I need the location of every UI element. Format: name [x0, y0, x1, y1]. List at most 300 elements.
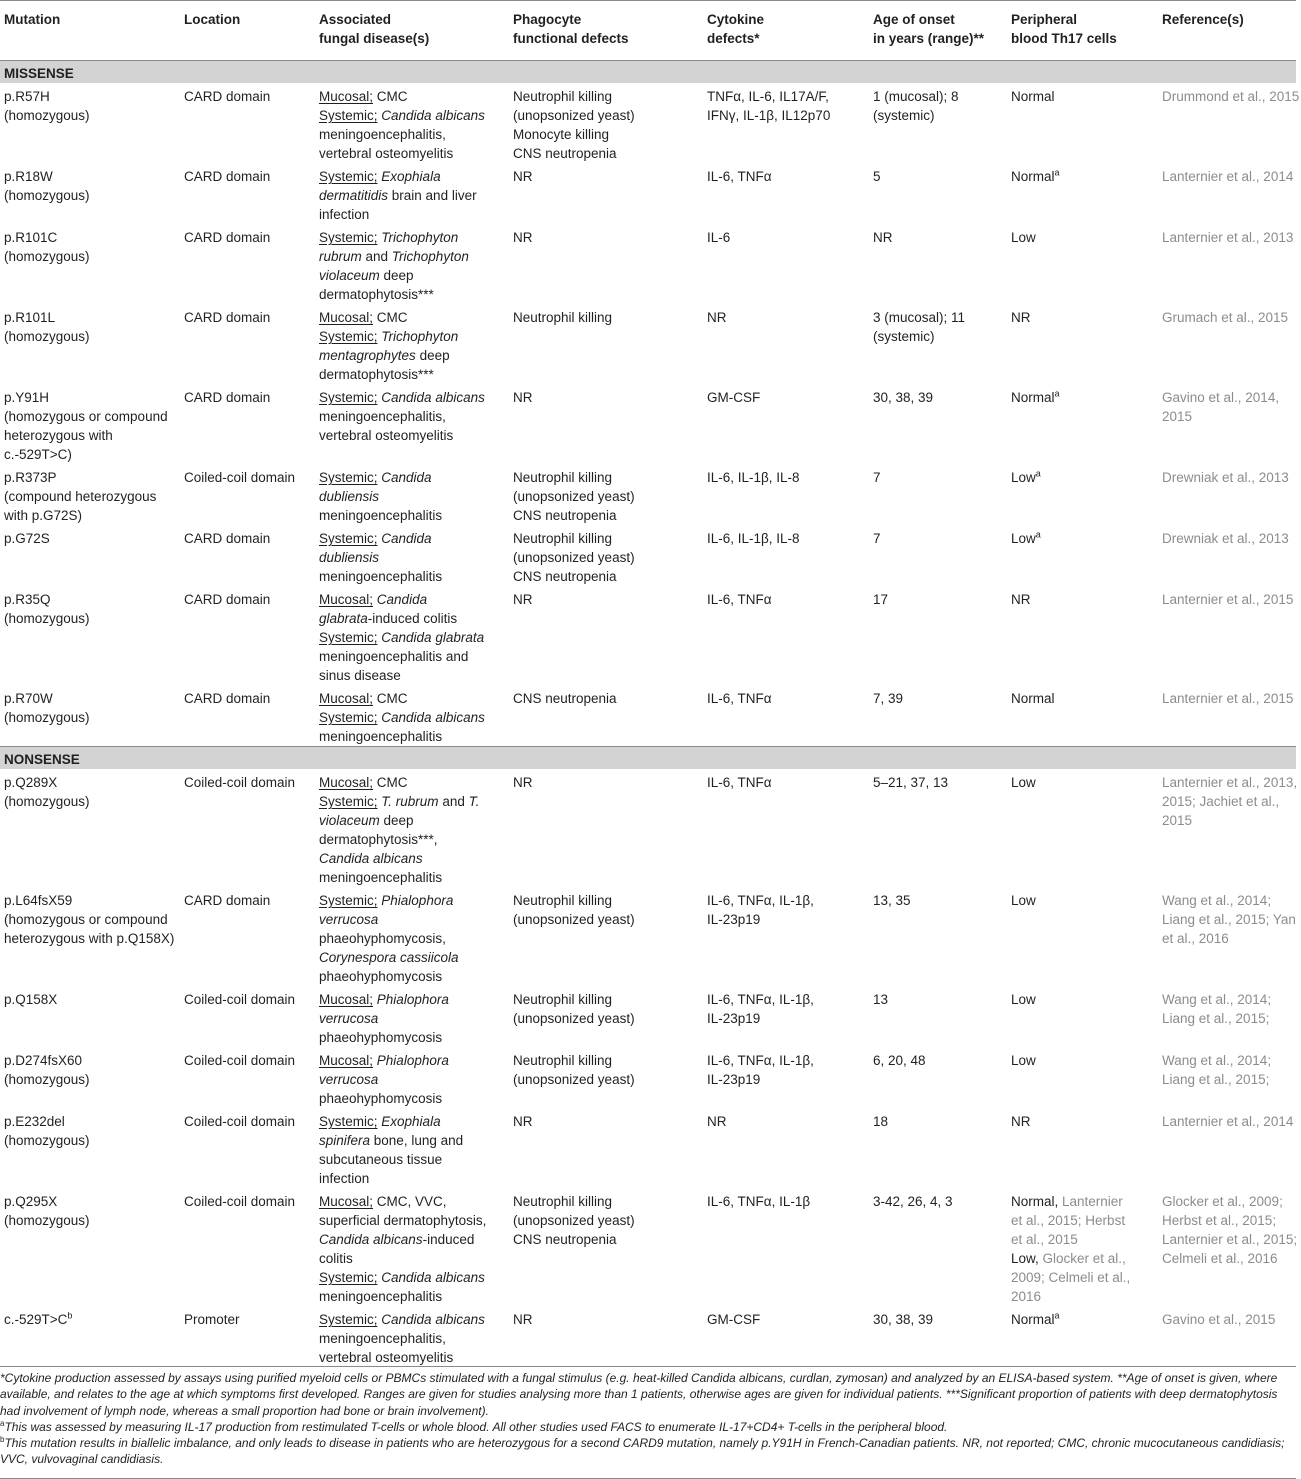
cell-disease-line [319, 1249, 505, 1268]
cell-th17 [1007, 83, 1158, 163]
mutation-text: p.R101C [4, 230, 58, 245]
disease-text: meningoencephalitis [319, 1289, 443, 1304]
cell-references-line: 2015; Jachiet et al., [1162, 794, 1280, 809]
cell-age [869, 986, 1007, 1047]
th17-footnote-mark: a [1054, 388, 1060, 399]
cell-cytokine-line: IL-6 [707, 230, 731, 245]
cell-references-line: Lanternier et al., 2014 [1162, 169, 1294, 184]
column-header-line: Location [184, 12, 241, 27]
column-header-line: blood Th17 cells [1011, 31, 1117, 46]
cell-mutation-line [4, 689, 176, 708]
th17-ref: et al., 2015 [1011, 1232, 1078, 1247]
disease-text: CMC [373, 89, 408, 104]
cell-location: CARD domain [184, 893, 271, 908]
cell-phagocyte-line: NR [513, 230, 533, 245]
cell-references-line: Lanternier et al., 2015; [1162, 1232, 1298, 1247]
disease-text: dermatophytosis*** [319, 287, 434, 302]
disease-text: meningoencephalitis, [319, 1331, 446, 1346]
disease-text: Trichophyton [381, 230, 459, 245]
mutation-text: p.R18W [4, 169, 53, 184]
cell-th17-line [1011, 1249, 1154, 1268]
cell-disease [315, 83, 509, 163]
cell-phagocyte-line: (unopsonized yeast) [513, 108, 635, 123]
cell-phagocyte [509, 1188, 703, 1306]
cell-disease-line [319, 1268, 505, 1287]
cell-age-line: 7 [873, 470, 881, 485]
th17-status: NR [1011, 1114, 1031, 1129]
cell-mutation [0, 525, 180, 586]
cell-location: Coiled-coil domain [184, 1053, 296, 1068]
cell-phagocyte [509, 685, 703, 747]
cell-mutation-line [4, 1192, 176, 1211]
cell-th17-line [1011, 228, 1154, 247]
cell-disease-line [319, 830, 505, 849]
th17-ref: Glocker et al., [1038, 1251, 1126, 1266]
mutation-text: p.Q158X [4, 992, 58, 1007]
cell-cytokine-line: IL-6, TNFα [707, 775, 772, 790]
cell-references-line: Gavino et al., 2014, [1162, 390, 1280, 405]
mutation-text: (homozygous) [4, 1213, 90, 1228]
disease-text: phaeohyphomycosis [319, 1030, 443, 1045]
cell-cytokine [703, 986, 869, 1047]
disease-site: Systemic; [319, 794, 378, 809]
disease-text: meningoencephalitis [319, 729, 443, 744]
cell-mutation-line [4, 590, 176, 609]
cell-age [869, 464, 1007, 525]
cell-references-line: Drewniak et al., 2013 [1162, 470, 1289, 485]
cell-mutation-line [4, 167, 176, 186]
cell-disease-line [319, 327, 505, 346]
cell-phagocyte-line: NR [513, 1312, 533, 1327]
cell-mutation-line [4, 1112, 176, 1131]
cell-th17 [1007, 769, 1158, 887]
cell-age-line: 3-42, 26, 4, 3 [873, 1194, 953, 1209]
cell-references-line: Liang et al., 2015; [1162, 1072, 1270, 1087]
table-row [0, 83, 1296, 163]
th17-footnote-mark: a [1035, 468, 1041, 479]
table-row [0, 887, 1296, 986]
cell-cytokine [703, 83, 869, 163]
cell-cytokine-line: IL-6, TNFα, IL-1β, [707, 893, 814, 908]
cell-phagocyte-line: Monocyte killing [513, 127, 610, 142]
cell-phagocyte-line: (unopsonized yeast) [513, 489, 635, 504]
cell-th17-line [1011, 891, 1154, 910]
disease-text: glabrata-induced colitis [319, 611, 458, 626]
column-header [509, 1, 703, 61]
disease-text: Candida [381, 470, 432, 485]
cell-phagocyte-line: Neutrophil killing [513, 1194, 613, 1209]
cell-phagocyte-line: Neutrophil killing [513, 893, 613, 908]
cell-mutation [0, 887, 180, 986]
cell-references-line: Glocker et al., 2009; [1162, 1194, 1283, 1209]
cell-cytokine-line: TNFα, IL-6, IL17A/F, [707, 89, 829, 104]
cell-cytokine [703, 769, 869, 887]
mutation-text: (homozygous) [4, 249, 90, 264]
cell-cytokine-line: IL-23p19 [707, 912, 761, 927]
cell-cytokine-line: NR [707, 1114, 727, 1129]
th17-status: Low [1011, 893, 1036, 908]
cell-age [869, 887, 1007, 986]
cell-phagocyte-line: Neutrophil killing [513, 531, 613, 546]
disease-text: CMC, VVC, [373, 1194, 447, 1209]
cell-mutation-line [4, 87, 176, 106]
mutation-text: p.L64fsX59 [4, 893, 73, 908]
mutation-text: (homozygous or compound [4, 409, 168, 424]
cell-cytokine [703, 464, 869, 525]
disease-text: Exophiala [381, 1114, 441, 1129]
cell-disease-line [319, 247, 505, 266]
cell-location: Coiled-coil domain [184, 1194, 296, 1209]
cell-references-line: Celmeli et al., 2016 [1162, 1251, 1278, 1266]
cell-th17 [1007, 1047, 1158, 1108]
disease-site: Systemic; [319, 893, 378, 908]
disease-text: dubliensis [319, 550, 380, 565]
mutation-text: p.Q289X [4, 775, 58, 790]
cell-references [1158, 685, 1296, 747]
cell-references [1158, 1047, 1296, 1108]
column-header-line: Associated [319, 12, 392, 27]
mutation-text: heterozygous with p.Q158X) [4, 931, 175, 946]
disease-site: Systemic; [319, 1312, 378, 1327]
cell-references-line: Liang et al., 2015; [1162, 1011, 1270, 1026]
cell-disease-line [319, 125, 505, 144]
cell-references [1158, 1188, 1296, 1306]
cell-disease-line [319, 1310, 505, 1329]
cell-cytokine-line: GM-CSF [707, 1312, 761, 1327]
cell-th17 [1007, 1108, 1158, 1188]
cell-age [869, 1188, 1007, 1306]
cell-phagocyte [509, 586, 703, 685]
mutation-text: (homozygous) [4, 329, 90, 344]
disease-text: meningoencephalitis, [319, 127, 446, 142]
cell-th17 [1007, 887, 1158, 986]
mutation-text: (homozygous) [4, 108, 90, 123]
mutation-text: p.D274fsX60 [4, 1053, 83, 1068]
mutation-text: (homozygous) [4, 1072, 90, 1087]
cell-references [1158, 304, 1296, 384]
cell-cytokine [703, 1306, 869, 1367]
disease-text: meningoencephalitis and [319, 649, 469, 664]
cell-disease-line [319, 811, 505, 830]
cell-disease [315, 1306, 509, 1367]
cell-references [1158, 1108, 1296, 1188]
cell-phagocyte [509, 384, 703, 464]
cell-cytokine [703, 525, 869, 586]
cell-mutation-line [4, 891, 176, 910]
disease-text: dermatophytosis***, [319, 832, 438, 847]
disease-text: verrucosa [319, 1072, 379, 1087]
header-row [0, 1, 1296, 61]
footnote-a [0, 1419, 1296, 1435]
cell-age-line: 6, 20, 48 [873, 1053, 926, 1068]
cell-th17-line [1011, 1310, 1154, 1329]
table-row [0, 163, 1296, 224]
cell-disease-line [319, 708, 505, 727]
cell-mutation-line [4, 247, 176, 266]
cell-location: CARD domain [184, 89, 271, 104]
cell-th17-line [1011, 468, 1154, 487]
cell-references-line: Lanternier et al., 2014 [1162, 1114, 1294, 1129]
cell-disease-line [319, 426, 505, 445]
cell-disease-line [319, 1089, 505, 1108]
cell-disease-line [319, 346, 505, 365]
cell-phagocyte [509, 163, 703, 224]
cell-mutation-line [4, 228, 176, 247]
cell-th17 [1007, 304, 1158, 384]
disease-text: rubrum and Trichophyton [319, 249, 469, 264]
mutation-text: (homozygous) [4, 188, 90, 203]
disease-text: dermatophytosis*** [319, 367, 434, 382]
disease-text: superficial dermatophytosis, [319, 1213, 487, 1228]
disease-text: Phialophora [376, 992, 449, 1007]
cell-mutation [0, 224, 180, 304]
cell-disease-line [319, 365, 505, 384]
disease-text: phaeohyphomycosis [319, 969, 443, 984]
cell-disease-line [319, 727, 505, 746]
cell-age-line: 7 [873, 531, 881, 546]
cell-location: CARD domain [184, 691, 271, 706]
cell-disease [315, 887, 509, 986]
cell-mutation-line [4, 1310, 176, 1329]
disease-text: Candida albicans [319, 851, 423, 866]
cell-age-line: 5 [873, 169, 881, 184]
cell-references-line: Liang et al., 2015; Yan [1162, 912, 1296, 927]
cell-th17-line [1011, 1051, 1154, 1070]
cell-phagocyte [509, 1306, 703, 1367]
th17-ref: et al., 2015; Herbst [1011, 1213, 1126, 1228]
cell-mutation [0, 1047, 180, 1108]
disease-text: dermatitidis brain and liver [319, 188, 477, 203]
cell-disease-line [319, 689, 505, 708]
cell-mutation-line [4, 388, 176, 407]
table-row [0, 1108, 1296, 1188]
cell-cytokine-line: IL-23p19 [707, 1072, 761, 1087]
cell-phagocyte-line: NR [513, 1114, 533, 1129]
cell-th17 [1007, 384, 1158, 464]
footnote-star: *Cytokine production assessed by assays using purified myeloid cells or PBMCs stimulated with a fungal stimulus (e.g. heat-killed Candida albicans, curdlan, zymosan) and analyzed by an ELISA-based system. **Age of onset is given, where available, and relates to the age at which symptoms first developed. Ranges are given for studies analysing more than 1 patients, otherwise ages are given for individual patients. ***Significant proportion of patients with deep dermatophytosis had involvement of lymph node, whereas a small proportion had bone or brain involvement). [0, 1371, 1278, 1418]
cell-location: CARD domain [184, 169, 271, 184]
cell-disease [315, 304, 509, 384]
disease-text: meningoencephalitis, [319, 409, 446, 424]
disease-site: Mucosal; [319, 1053, 374, 1068]
cell-mutation [0, 384, 180, 464]
cell-age-line: 5–21, 37, 13 [873, 775, 949, 790]
cell-references [1158, 586, 1296, 685]
disease-text: meningoencephalitis [319, 508, 443, 523]
mutation-text: (homozygous) [4, 1133, 90, 1148]
table-row [0, 685, 1296, 747]
cell-disease-line [319, 567, 505, 586]
cell-mutation-line [4, 468, 176, 487]
cell-age [869, 304, 1007, 384]
column-header [315, 1, 509, 61]
table-row [0, 586, 1296, 685]
mutation-text: p.R70W [4, 691, 53, 706]
column-header-line: functional defects [513, 31, 629, 46]
cell-disease [315, 1188, 509, 1306]
th17-status: Normal [1011, 691, 1055, 706]
cell-references-line: Grumach et al., 2015 [1162, 310, 1289, 325]
cell-mutation [0, 304, 180, 384]
section-label-missense: MISSENSE [0, 61, 1296, 84]
cell-disease-line [319, 388, 505, 407]
column-header-line: Phagocyte [513, 12, 582, 27]
disease-text: violaceum deep [319, 268, 414, 283]
mutation-text: (homozygous) [4, 794, 90, 809]
table-row [0, 1306, 1296, 1367]
mutation-text: with p.G72S) [4, 508, 83, 523]
cell-age-line: 13 [873, 992, 889, 1007]
disease-text: verrucosa [319, 912, 379, 927]
disease-site: Systemic; [319, 108, 378, 123]
cell-disease-line [319, 1287, 505, 1306]
cell-phagocyte [509, 83, 703, 163]
th17-ref: 2009; Celmeli et al., [1011, 1270, 1131, 1285]
cell-disease [315, 586, 509, 685]
cell-references [1158, 525, 1296, 586]
cell-location: CARD domain [184, 592, 271, 607]
cell-phagocyte-line: (unopsonized yeast) [513, 550, 635, 565]
cell-disease-line [319, 910, 505, 929]
disease-text: Candida albicans [381, 710, 485, 725]
cell-age [869, 1108, 1007, 1188]
disease-text: Phialophora [376, 1053, 449, 1068]
cell-cytokine [703, 685, 869, 747]
mutation-text: (homozygous or compound [4, 912, 168, 927]
cell-disease-line [319, 285, 505, 304]
mutation-text: p.Q295X [4, 1194, 58, 1209]
disease-text: meningoencephalitis [319, 870, 443, 885]
cell-disease-line [319, 609, 505, 628]
column-header [703, 1, 869, 61]
cell-references [1158, 464, 1296, 525]
th17-status: Normal [1011, 390, 1055, 405]
disease-site: Systemic; [319, 630, 378, 645]
cell-age [869, 83, 1007, 163]
cell-cytokine-line: IL-6, TNFα [707, 691, 772, 706]
disease-text: Candida albicans-induced [319, 1232, 475, 1247]
table-row [0, 224, 1296, 304]
cell-mutation-line [4, 708, 176, 727]
cell-disease-line [319, 1211, 505, 1230]
cell-location: Coiled-coil domain [184, 470, 296, 485]
cell-cytokine [703, 586, 869, 685]
th17-status: Normal [1011, 1312, 1055, 1327]
cell-phagocyte-line: Neutrophil killing [513, 89, 613, 104]
cell-references [1158, 224, 1296, 304]
cell-age [869, 1047, 1007, 1108]
mutation-text: (compound heterozygous [4, 489, 157, 504]
cell-cytokine [703, 1047, 869, 1108]
mutation-text: heterozygous with [4, 428, 113, 443]
cell-references-line: 2015 [1162, 409, 1193, 424]
cell-references [1158, 986, 1296, 1047]
cell-phagocyte-line: CNS neutropenia [513, 146, 617, 161]
mutation-text: c.-529T>C) [4, 447, 72, 462]
cell-age-line: 1 (mucosal); 8 [873, 89, 959, 104]
cell-disease [315, 525, 509, 586]
cell-phagocyte [509, 1108, 703, 1188]
cell-cytokine [703, 224, 869, 304]
cell-disease-line [319, 868, 505, 887]
cell-mutation [0, 769, 180, 887]
disease-text: Phialophora [381, 893, 454, 908]
cell-mutation [0, 83, 180, 163]
column-header [869, 1, 1007, 61]
cell-phagocyte [509, 986, 703, 1047]
cell-mutation [0, 1188, 180, 1306]
cell-mutation-line [4, 1051, 176, 1070]
cell-cytokine [703, 384, 869, 464]
cell-disease [315, 163, 509, 224]
cell-mutation-line [4, 186, 176, 205]
cell-age-line: 17 [873, 592, 889, 607]
cell-disease-line [319, 266, 505, 285]
cell-th17-line [1011, 308, 1154, 327]
disease-text: Candida [381, 531, 432, 546]
cell-phagocyte [509, 464, 703, 525]
cell-cytokine [703, 1108, 869, 1188]
disease-text: colitis [319, 1251, 353, 1266]
table-row [0, 1047, 1296, 1108]
th17-ref: Lanternier [1058, 1194, 1123, 1209]
cell-mutation-line [4, 529, 176, 548]
cell-phagocyte [509, 224, 703, 304]
cell-disease-line [319, 228, 505, 247]
disease-text: Candida [376, 592, 428, 607]
disease-text: CMC [373, 691, 408, 706]
column-header-line: Reference(s) [1162, 12, 1244, 27]
cell-location: Coiled-coil domain [184, 1114, 296, 1129]
cell-references-line: Herbst et al., 2015; [1162, 1213, 1277, 1228]
th17-status: Normal [1011, 89, 1055, 104]
cell-phagocyte-line: NR [513, 169, 533, 184]
table-row [0, 769, 1296, 887]
disease-site: Systemic; [319, 169, 378, 184]
cell-references [1158, 83, 1300, 163]
column-header-line: Age of onset [873, 12, 955, 27]
cell-disease-line [319, 1329, 505, 1348]
cell-th17-line [1011, 590, 1154, 609]
disease-text: meningoencephalitis [319, 569, 443, 584]
disease-site: Mucosal; [319, 992, 374, 1007]
cell-disease-line [319, 666, 505, 685]
column-header-line: in years (range)** [873, 31, 985, 46]
cell-mutation [0, 1108, 180, 1188]
th17-status: Low [1011, 531, 1036, 546]
cell-age [869, 163, 1007, 224]
cell-disease [315, 685, 509, 747]
cell-references [1158, 887, 1296, 986]
cell-age [869, 384, 1007, 464]
disease-site: Mucosal; [319, 310, 374, 325]
cell-age-line: 3 (mucosal); 11 [873, 310, 966, 325]
cell-disease-line [319, 849, 505, 868]
th17-footnote-mark: a [1054, 1310, 1060, 1321]
cell-phagocyte-line: (unopsonized yeast) [513, 1072, 635, 1087]
mutation-text: p.R373P [4, 470, 57, 485]
cell-disease-line [319, 144, 505, 163]
cell-cytokine [703, 1188, 869, 1306]
cell-mutation-line [4, 487, 176, 506]
cell-disease-line [319, 1131, 505, 1150]
cell-disease-line [319, 308, 505, 327]
column-header [0, 1, 180, 61]
cell-phagocyte-line: NR [513, 390, 533, 405]
cell-disease-line [319, 1230, 505, 1249]
cell-th17-line [1011, 529, 1154, 548]
section-label-nonsense: NONSENSE [0, 747, 1296, 770]
